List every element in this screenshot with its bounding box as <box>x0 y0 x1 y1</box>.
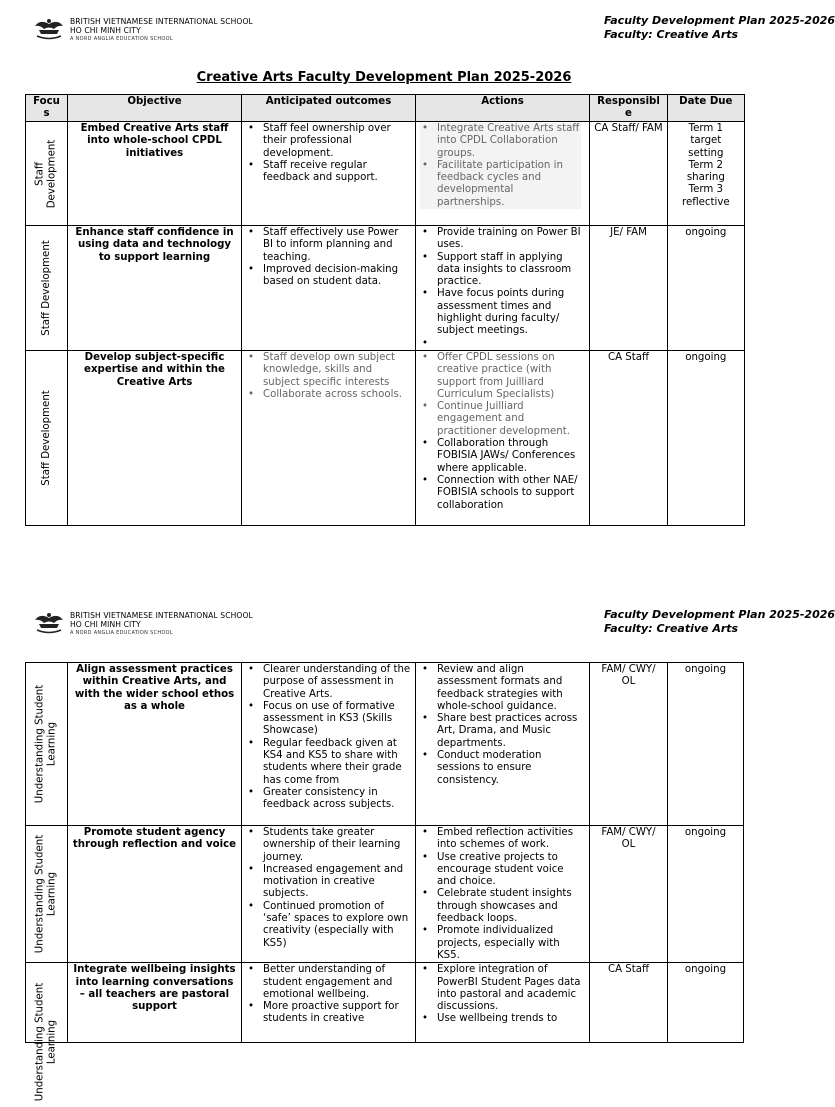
focus-label: Understanding Student Learning <box>34 834 58 954</box>
col-date-due: Date Due <box>668 95 745 122</box>
outcomes-cell <box>242 963 416 1043</box>
list-item: • Promote individualized projects, especially with KS5. <box>420 925 585 962</box>
list-item: • Staff effectively use Power BI to inform planning and teaching. <box>246 227 411 264</box>
list-item: • Continued promotion of ‘safe’ spaces to explore own creativity (especially with KS5) <box>246 901 411 950</box>
school-city: HO CHI MINH CITY <box>70 26 141 35</box>
table-row <box>26 350 745 525</box>
school-network: A NORD ANGLIA EDUCATION SCHOOL <box>70 36 173 42</box>
focus-cell <box>26 226 68 351</box>
school-name: BRITISH VIETNAMESE INTERNATIONAL SCHOOL <box>70 611 253 620</box>
list-item: • Focus on use of formative assessment in KS3 (Skills Showcase) <box>246 701 411 738</box>
faculty-label: Faculty: Creative Arts <box>604 28 739 41</box>
responsible-cell: JE/ FAM <box>590 226 668 351</box>
col-outcomes: Anticipated outcomes <box>242 95 416 122</box>
actions-cell <box>416 663 590 826</box>
page-header <box>0 12 835 52</box>
date-due-cell: ongoing <box>668 663 744 826</box>
list-item: • Better understanding of student engagement and emotional wellbeing. <box>246 964 411 1001</box>
responsible-cell: FAM/ CWY/ OL <box>590 663 668 826</box>
list-item: • Clearer understanding of the purpose of assessment in Creative Arts. <box>246 664 411 701</box>
list-item-empty <box>420 338 585 350</box>
list-item: • Offer CPDL sessions on creative practice (with support from Juilliard Curriculum Specialists) <box>420 352 585 401</box>
list-item: • Facilitate participation in feedback cycles and developmental partnerships. <box>420 160 581 209</box>
focus-label: Understanding Student Learning <box>34 983 58 1102</box>
objective-cell: Align assessment practices within Creative Arts, and with the wider school ethos as a whole <box>68 663 242 826</box>
school-network: A NORD ANGLIA EDUCATION SCHOOL <box>70 630 173 636</box>
responsible-cell: CA Staff <box>590 963 668 1043</box>
list-item: • Increased engagement and motivation in creative subjects. <box>246 864 411 901</box>
list-item: • Conduct moderation sessions to ensure consistency. <box>420 750 585 787</box>
list-item: • Use wellbeing trends to <box>420 1013 585 1025</box>
date-due-cell: ongoing <box>668 963 744 1043</box>
date-due-text: Term 1 target setting Term 2 sharing Term 3 reflective <box>682 123 730 208</box>
focus-label: Understanding Student Learning <box>34 684 58 804</box>
date-due-cell: ongoing <box>668 826 744 963</box>
list-item: • Use creative projects to encourage student voice and choice. <box>420 852 585 889</box>
list-item: • Celebrate student insights through showcases and feedback loops. <box>420 888 585 925</box>
actions-cell <box>416 226 590 351</box>
list-item: • Collaborate across schools. <box>246 389 411 401</box>
list-item: • Improved decision-making based on student data. <box>246 264 411 289</box>
date-due-cell <box>668 122 745 226</box>
table-row <box>26 226 745 351</box>
list-item: • Staff develop own subject knowledge, skills and subject specific interests <box>246 352 411 389</box>
school-logo <box>32 16 262 46</box>
list-item: • Embed reflection activities into schemes of work. <box>420 827 585 852</box>
list-item: • Staff receive regular feedback and support. <box>246 160 411 185</box>
crest-icon <box>32 610 66 636</box>
objective-cell: Develop subject-specific expertise and within the Creative Arts <box>68 350 242 525</box>
date-due-cell: ongoing <box>668 226 745 351</box>
list-item: • Regular feedback given at KS4 and KS5 to share with students where their grade has come from <box>246 738 411 787</box>
focus-label: Staff Development <box>40 390 52 486</box>
plan-table-page2 <box>25 662 744 1102</box>
focus-cell <box>26 122 68 226</box>
crest-icon <box>32 16 66 42</box>
school-name: BRITISH VIETNAMESE INTERNATIONAL SCHOOL <box>70 17 253 26</box>
focus-cell <box>26 350 68 525</box>
responsible-cell: CA Staff <box>590 350 668 525</box>
objective-cell: Integrate wellbeing insights into learning conversations – all teachers are pastoral support <box>68 963 242 1043</box>
list-item: • Share best practices across Art, Drama, and Music departments. <box>420 713 585 750</box>
col-objective: Objective <box>68 95 242 122</box>
actions-cell <box>416 963 590 1043</box>
list-item: • Continue Juilliard engagement and practitioner development. <box>420 401 585 438</box>
table-row <box>26 963 744 1043</box>
school-logo <box>32 610 262 640</box>
list-item: • Review and align assessment formats and feedback strategies with whole-school guidance. <box>420 664 585 713</box>
table-row <box>26 826 744 963</box>
outcomes-cell <box>242 350 416 525</box>
list-item: • Provide training on Power BI uses. <box>420 227 585 252</box>
outcomes-cell <box>242 122 416 226</box>
col-actions: Actions <box>416 95 590 122</box>
faculty-label: Faculty: Creative Arts <box>604 622 739 635</box>
school-city: HO CHI MINH CITY <box>70 620 141 629</box>
focus-label: Staff Development <box>40 240 52 336</box>
outcomes-cell <box>242 826 416 963</box>
objective-cell: Enhance staff confidence in using data and technology to support learning <box>68 226 242 351</box>
plan-title: Faculty Development Plan 2025-2026 <box>604 608 835 621</box>
focus-cell <box>26 963 68 1102</box>
responsible-cell: FAM/ CWY/ OL <box>590 826 668 963</box>
document-title: Creative Arts Faculty Development Plan 2025-2026 <box>196 70 572 85</box>
actions-cell <box>416 826 590 963</box>
list-item: • More proactive support for students in creative <box>246 1001 411 1026</box>
list-item: • Connection with other NAE/ FOBISIA schools to support collaboration <box>420 475 585 512</box>
page-header <box>0 606 835 646</box>
list-item: • Integrate Creative Arts staff into CPDL Collaboration groups. <box>420 123 581 160</box>
list-item: • Students take greater ownership of their learning journey. <box>246 827 411 864</box>
plan-title: Faculty Development Plan 2025-2026 <box>604 14 835 27</box>
list-item: • Staff feel ownership over their professional development. <box>246 123 411 160</box>
list-item: • Greater consistency in feedback across subjects. <box>246 787 411 812</box>
objective-cell: Promote student agency through reflection and voice <box>68 826 242 963</box>
plan-table-page1 <box>25 94 745 526</box>
table-row <box>26 663 744 826</box>
col-responsible: Responsibl e <box>590 95 668 122</box>
col-focus: Focu s <box>26 95 68 122</box>
list-item: • Have focus points during assessment times and highlight during faculty/ subject meetings. <box>420 288 585 337</box>
outcomes-cell <box>242 226 416 351</box>
actions-cell <box>416 122 590 226</box>
table-row <box>26 122 745 226</box>
objective-cell: Embed Creative Arts staff into whole-school CPDL initiatives <box>68 122 242 226</box>
date-due-cell: ongoing <box>668 350 745 525</box>
responsible-cell: CA Staff/ FAM <box>590 122 668 226</box>
focus-label: Staff Development <box>34 139 58 208</box>
focus-cell <box>26 663 68 826</box>
list-item: • Collaboration through FOBISIA JAWs/ Conferences where applicable. <box>420 438 585 475</box>
list-item: • Explore integration of PowerBI Student Pages data into pastoral and academic discussions. <box>420 964 585 1013</box>
list-item: • Support staff in applying data insights to classroom practice. <box>420 252 585 289</box>
actions-cell <box>416 350 590 525</box>
focus-cell <box>26 826 68 963</box>
outcomes-cell <box>242 663 416 826</box>
